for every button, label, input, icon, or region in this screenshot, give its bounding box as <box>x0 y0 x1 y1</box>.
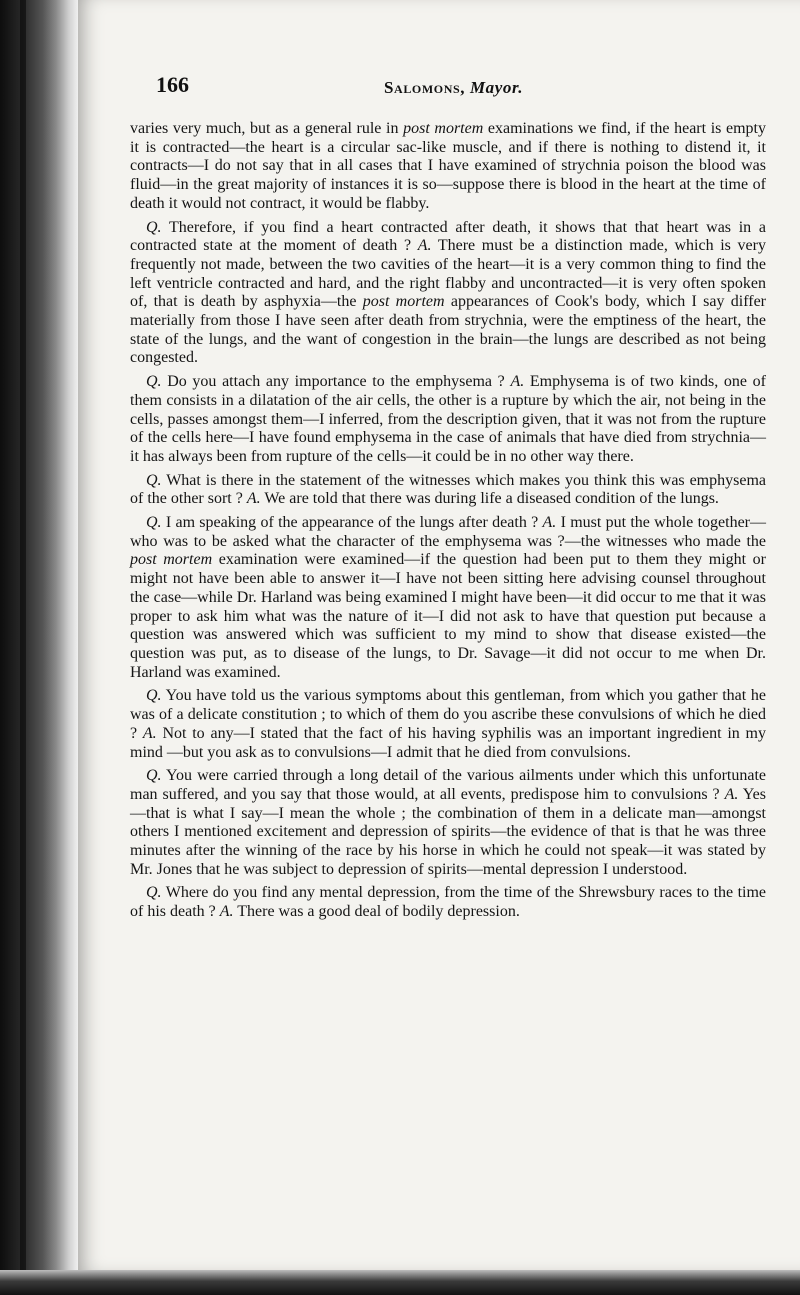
italic-text: A. <box>542 514 557 532</box>
page-bottom-edge <box>0 1270 800 1295</box>
paragraph-text: I am speaking of the appearance of the lungs after death ? <box>161 514 543 532</box>
paragraph-text: examination were examined—if the question had been put to them they might or might not have been able to answer it—I have not been sitting here advising counsel throughout the case—while Dr. Harland was being examined I might have been—it did occur to me that it was proper to ask him what was the nature of it—I did not ask to have that question put because a question was answered which was sufficient to my mind to show that disease existed—the question was put, as to disease of the lungs, to Dr. Savage—it did not occur to me when Dr. Harland was examined. <box>130 551 766 681</box>
italic-text: post mortem <box>130 551 213 569</box>
qa-paragraph <box>130 884 766 921</box>
italic-text: A. <box>724 785 739 803</box>
running-title <box>384 78 523 98</box>
qa-paragraph <box>130 514 766 682</box>
paragraph-text: We are told that there was during life a diseased condition of the lungs. <box>260 490 719 508</box>
paragraph-text: Emphysema is of two kinds, one of them consists in a dilatation of the air cells, the other is a rupture by which the air, not being in the cells, passes amongst them—I inferred, from the description given, that it was not from the rupture of the cells here—I have found emphysema in the case of animals that have died from strychnia—it has always been from rupture of the cells—it could be in no other way there. <box>130 373 766 465</box>
italic-text: A. <box>417 237 432 255</box>
italic-text: post mortem <box>403 120 484 137</box>
book-gutter <box>0 0 78 1295</box>
paragraph-text: appearances of Cook's body, which I say differ materially from those I have seen after death from strychnia, were the emptiness of the heart, the state of the lungs, and the want of congestion in the brain—the lungs are described as not being congested. <box>130 293 767 367</box>
paragraph-text: Yes—that is what I say—I mean the whole ; the combination of them in a delicate man—amongst others I mentioned excitement and depression of spirits—the evidence of that is that he was three minutes after the winning of the race by his horse in which he could not speak—it was stated by Mr. Jones that he was subject to depression of spirits—mental depression I understood. <box>130 785 766 878</box>
paragraph-text: What is there in the statement of the witnesses which makes you think this was emphysema of the other sort ? <box>130 471 766 508</box>
paragraph-text: There was a good deal of bodily depression. <box>233 903 520 921</box>
qa-paragraph <box>130 373 766 467</box>
italic-text: Q. <box>146 767 162 785</box>
page-header <box>78 72 800 106</box>
paragraph-text: Do you attach any importance to the emphysema ? <box>161 373 511 391</box>
italic-text: Q. <box>146 373 162 391</box>
italic-text: Q. <box>146 471 162 489</box>
paragraph-text: Where do you find any mental depression, from the time of the Shrewsbury races to the time of his death ? <box>130 884 766 921</box>
italic-text: A. <box>510 373 525 391</box>
qa-paragraph <box>130 767 766 879</box>
italic-text: Q. <box>146 218 162 236</box>
italic-text: Q. <box>146 884 162 902</box>
italic-text: Q. <box>146 514 162 532</box>
qa-paragraph <box>130 687 766 762</box>
paragraph-text: examinations we find, if the heart is empty it is contracted—the heart is a circular sac-like muscle, and if there is nothing to distend it, it contracts—I do not say that in all cases that I have examined of strychnia poison the blood was fluid—in the great majority of instances it is so—suppose there is blood in the heart at the time of death it would not contract, it would be flabby. <box>130 120 766 212</box>
page-body <box>130 120 766 927</box>
paragraph-text: I must put the whole together—who was to be asked what the character of the emphysema was ?—the witnesses who made the <box>130 514 766 550</box>
paragraph-text: There must be a distinction made, which is very frequently not made, between the two cavities of the heart—it is a very common thing to find the left ventricle contracted and hard, and the right flabby and uncontracted—it is very often spoken of, that is death by asphyxia—the <box>130 237 766 311</box>
italic-text: A. <box>219 903 234 921</box>
running-title-suffix: Mayor. <box>469 78 524 97</box>
qa-paragraph <box>130 219 766 369</box>
paragraph-text: Therefore, if you find a heart contracted after death, it shows that that heart was in a contracted state at the moment of death ? <box>130 218 766 255</box>
paragraph-text: Not to any—I stated that the fact of his having syphilis was an important ingredient in my mind —but you ask as to convulsions—I admit that he died from convulsions. <box>130 724 766 761</box>
paragraph-text: varies very much, but as a general rule in <box>130 120 404 137</box>
paragraph-text: You have told us the various symptoms about this gentleman, from which you gather that he was of a delicate constitution ; to which of them do you ascribe these convulsions of which he died ? <box>130 687 766 742</box>
continuation-paragraph <box>130 120 766 214</box>
qa-paragraph <box>130 472 766 509</box>
italic-text: post mortem <box>362 293 445 311</box>
running-title-name: Salomons, <box>384 78 466 97</box>
italic-text: Q. <box>146 687 162 705</box>
italic-text: A. <box>142 724 157 742</box>
italic-text: A. <box>246 490 261 508</box>
page-number: 166 <box>156 72 189 97</box>
paragraph-text: You were carried through a long detail of the various ailments under which this unfortunate man suffered, and you say that those would, at all events, predispose him to convulsions ? <box>130 767 766 803</box>
